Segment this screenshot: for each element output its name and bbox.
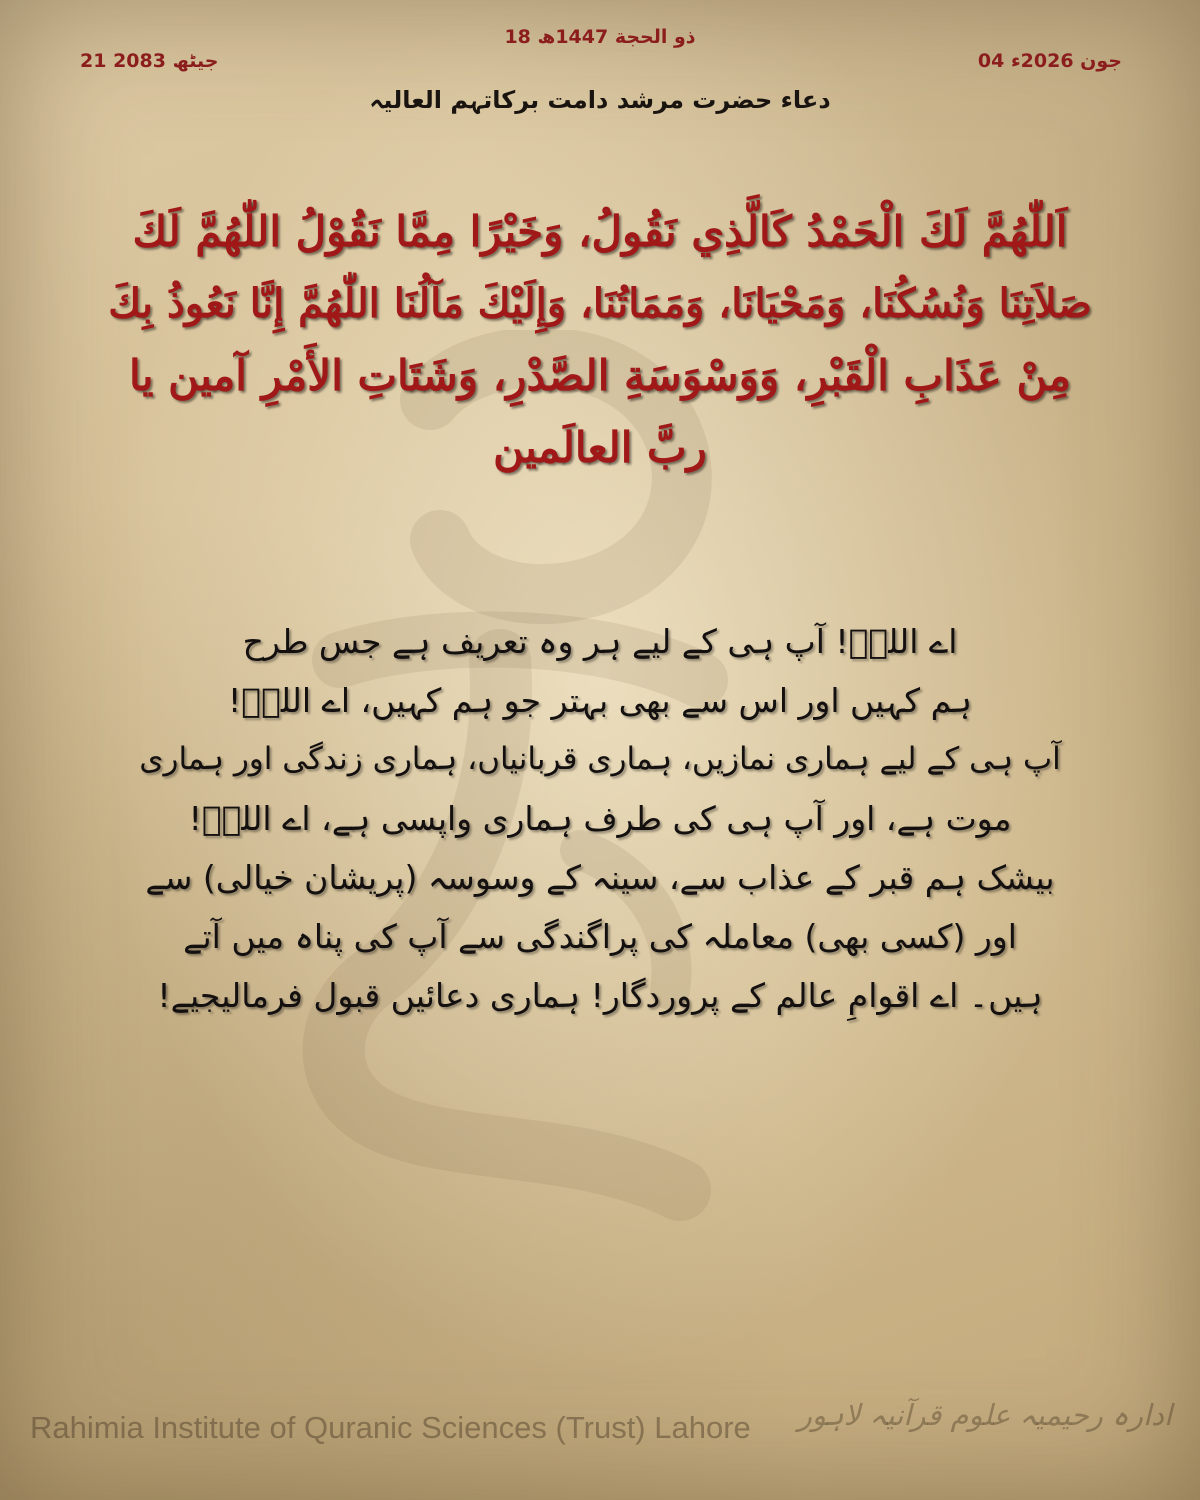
urdu-translation-line: ہم کہیں اور اس سے بھی بہتر جو ہم کہیں، اے اللہؐ! <box>228 681 972 720</box>
footer <box>0 1398 1200 1478</box>
arabic-dua-line: صَلاَتِنَا وَنُسُكُنَا، وَمَحْيَانَا، وَمَمَاتُنَا، وَإِلَيْكَ مَآلُنَا اللّٰهُمَّ إِنَّا نَعُوذُ بِكَ <box>108 280 1092 327</box>
hijri-date: 18 ذو الحجة 1447ھ <box>504 26 696 48</box>
urdu-translation-line: اے اللہؐ! آپ ہی کے لیے ہر وہ تعریف ہے جس طرح <box>242 622 958 661</box>
urdu-translation-line: اور (کسی بھی) معاملہ کی پراگندگی سے آپ کی پناہ میں آتے <box>183 917 1017 956</box>
arabic-dua-line: مِنْ عَذَابِ الْقَبْرِ، وَوَسْوَسَةِ الصَّدْرِ، وَشَتَاتِ الأَمْرِ آمین یا <box>129 351 1071 400</box>
bikrami-date: 21 جیٹھ 2083 <box>80 50 219 72</box>
institute-name-english: Rahimia Institute of Quranic Sciences (Trust) Lahore <box>30 1410 751 1445</box>
urdu-translation-block <box>130 612 1070 1025</box>
urdu-translation-line: بیشک ہم قبر کے عذاب سے، سینہ کے وسوسہ (پریشان خیالی) سے <box>145 858 1055 897</box>
gregorian-date: 04 جون 2026ء <box>977 50 1122 72</box>
urdu-translation-line: آپ ہی کے لیے ہماری نمازیں، ہماری قربانیاں، ہماری زندگی اور ہماری <box>139 741 1061 777</box>
urdu-translation-line: موت ہے، اور آپ ہی کی طرف ہماری واپسی ہے، اے اللہؐ! <box>188 799 1012 838</box>
institute-logo-urdu: ادارہ رحیمیہ علوم قرآنیہ لاہور <box>797 1398 1172 1432</box>
page-title: دعاء حضرت مرشد دامت برکاتہم العالیہ <box>369 86 831 114</box>
urdu-translation-line: ہیں۔ اے اقوامِ عالم کے پروردگار! ہماری دعائیں قبول فرمالیجیے! <box>157 976 1043 1015</box>
arabic-dua-line: ربَّ العالَمین <box>493 423 707 472</box>
arabic-dua-line: اَللّٰهُمَّ لَكَ الْحَمْدُ كَالَّذِي نَقُولُ، وَخَيْرًا مِمَّا نَقُوْلُ اللّٰهُمَّ لَكَ <box>132 207 1068 256</box>
arabic-dua-block <box>100 196 1100 484</box>
